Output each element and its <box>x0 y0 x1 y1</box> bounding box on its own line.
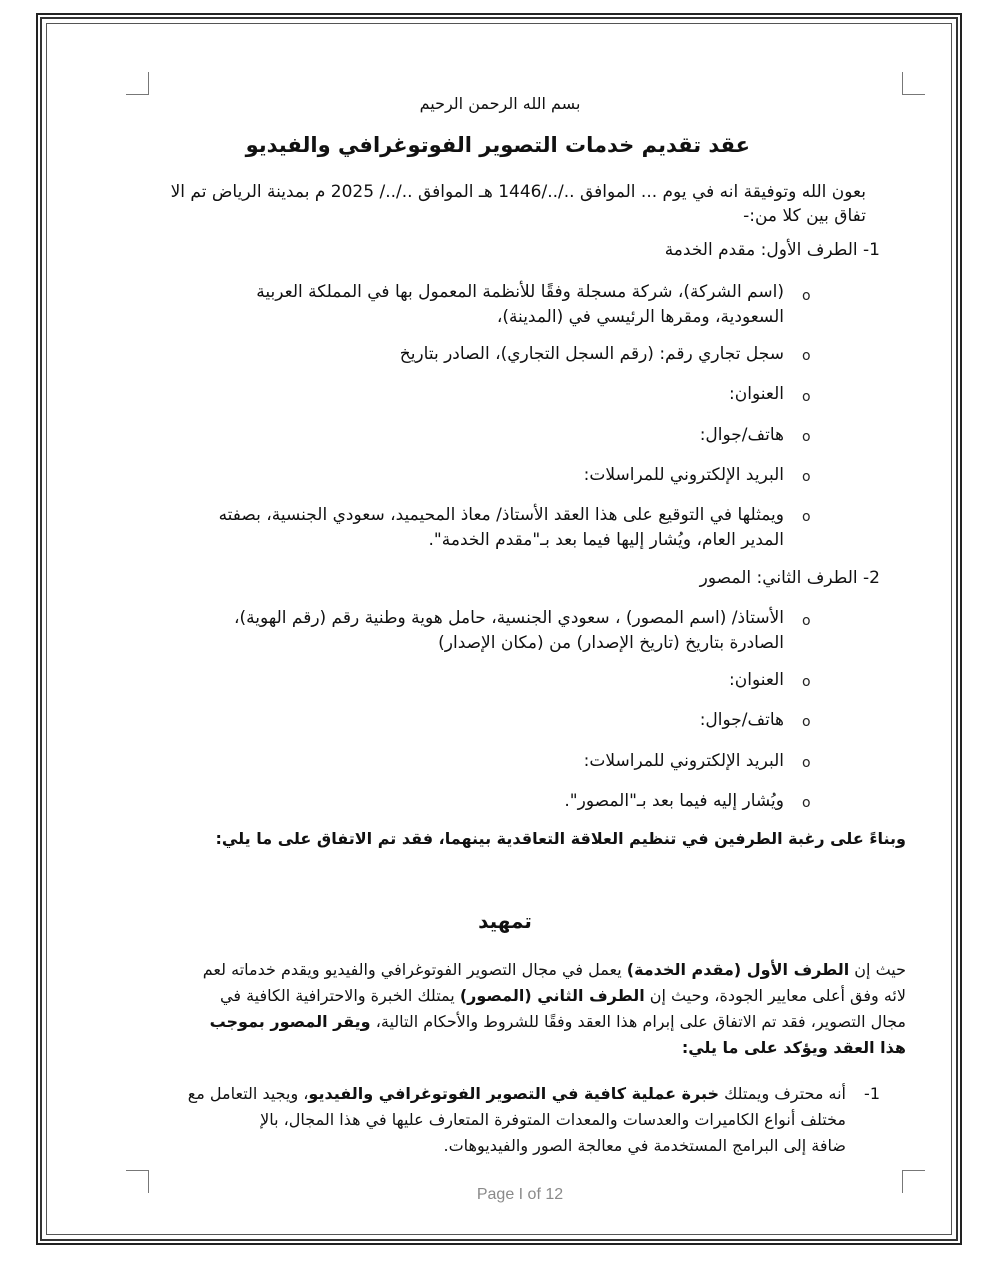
party2-item-reference: ويُشار إليه فيما بعد بـ"المصور". <box>564 791 784 811</box>
contract-title: عقد تقديم خدمات التصوير الفوتوغرافي والفيديو <box>245 133 750 157</box>
numbered-item-number: 1- <box>864 1084 880 1103</box>
page-number-footer: Page I of 12 <box>476 1186 564 1203</box>
party1-item-representative: ويمثلها في التوقيع على هذا العقد الأستاذ/ معاذ المحيميد، سعودي الجنسية، بصفته المدير العام، ويُشار إليها فيما بعد بـ"مقدم الخدمة". <box>218 505 784 550</box>
preamble-paragraph <box>146 957 906 1061</box>
bullet-icon: o <box>802 714 811 730</box>
intro-paragraph <box>146 180 866 228</box>
party1-item-phone: هاتف/جوال: <box>699 425 784 445</box>
agreement-statement: وبناءً على رغبة الطرفين في تنظيم العلاقة التعاقدية بينهما، فقد تم الاتفاق على ما يلي: <box>215 829 906 848</box>
preamble-line-4: هذا العقد ويؤكد على ما يلي: <box>681 1038 906 1057</box>
preamble-heading: تمهيد <box>478 909 532 933</box>
crop-mark-top-right <box>902 72 925 95</box>
crop-mark-bottom-right <box>902 1170 925 1193</box>
bullet-icon: o <box>802 613 811 629</box>
party2-item-phone: هاتف/جوال: <box>699 710 784 730</box>
party2-item-email: البريد الإلكتروني للمراسلات: <box>583 751 784 771</box>
numbered-item-1: أنه محترف ويمتلك خبرة عملية كافية في التصوير الفوتوغرافي والفيديو، ويجيد التعامل مع مختلف أنواع الكاميرات والعدسات والمعدات المتوفرة المتعارف عليها في هذا المجال، بالإ ضافة إلى البرامج المستخدمة في معالجة الصور والفيديوهات. <box>187 1084 846 1155</box>
bullet-icon: o <box>802 469 811 485</box>
bullet-icon: o <box>802 288 811 304</box>
party1-item-cr: سجل تجاري رقم: (رقم السجل التجاري)، الصادر بتاريخ <box>399 344 784 364</box>
bullet-icon: o <box>802 509 811 525</box>
party1-item-email: البريد الإلكتروني للمراسلات: <box>583 465 784 485</box>
party1-heading: 1- الطرف الأول: مقدم الخدمة <box>664 240 880 260</box>
bullet-icon: o <box>802 795 811 811</box>
crop-mark-top-left <box>126 72 149 95</box>
bullet-icon: o <box>802 348 811 364</box>
party2-item-photographer: الأستاذ/ (اسم المصور) ، سعودي الجنسية، حامل هوية وطنية رقم (رقم الهوية)، الصادرة بتاريخ (تاريخ الإصدار) من (مكان الإصدار) <box>233 608 784 653</box>
party1-item-address: العنوان: <box>729 384 784 404</box>
basmala: بسم الله الرحمن الرحيم <box>419 94 581 113</box>
crop-mark-bottom-left <box>126 1170 149 1193</box>
bullet-icon: o <box>802 389 811 405</box>
intro-line-1: بعون الله وتوفيقة انه في يوم ... الموافق ../../1446 هـ الموافق ../../ 2025 م بمدينة الرياض تم الا <box>170 182 866 202</box>
preamble-line-2: لائه وفق أعلى معايير الجودة، وحيث إن الطرف الثاني (المصور) يمتلك الخبرة والاحترافية الكافية في <box>220 986 906 1005</box>
party1-item-company: (اسم الشركة)، شركة مسجلة وفقًا للأنظمة المعمول بها في المملكة العربية السعودية، ومقرها الرئيسي في (المدينة)، <box>256 282 784 327</box>
preamble-line-1: حيث إن الطرف الأول (مقدم الخدمة) يعمل في مجال التصوير الفوتوغرافي والفيديو ويقدم خدماته لعم <box>202 960 906 979</box>
bullet-icon: o <box>802 755 811 771</box>
bullet-icon: o <box>802 674 811 690</box>
party2-item-address: العنوان: <box>729 670 784 690</box>
party2-heading: 2- الطرف الثاني: المصور <box>699 568 880 588</box>
bullet-icon: o <box>802 429 811 445</box>
preamble-line-3: مجال التصوير، فقد تم الاتفاق على إبرام هذا العقد وفقًا للشروط والأحكام التالية، ويقر المصور بموجب <box>209 1012 906 1031</box>
intro-line-2: تفاق بين كلا من:- <box>743 206 866 226</box>
